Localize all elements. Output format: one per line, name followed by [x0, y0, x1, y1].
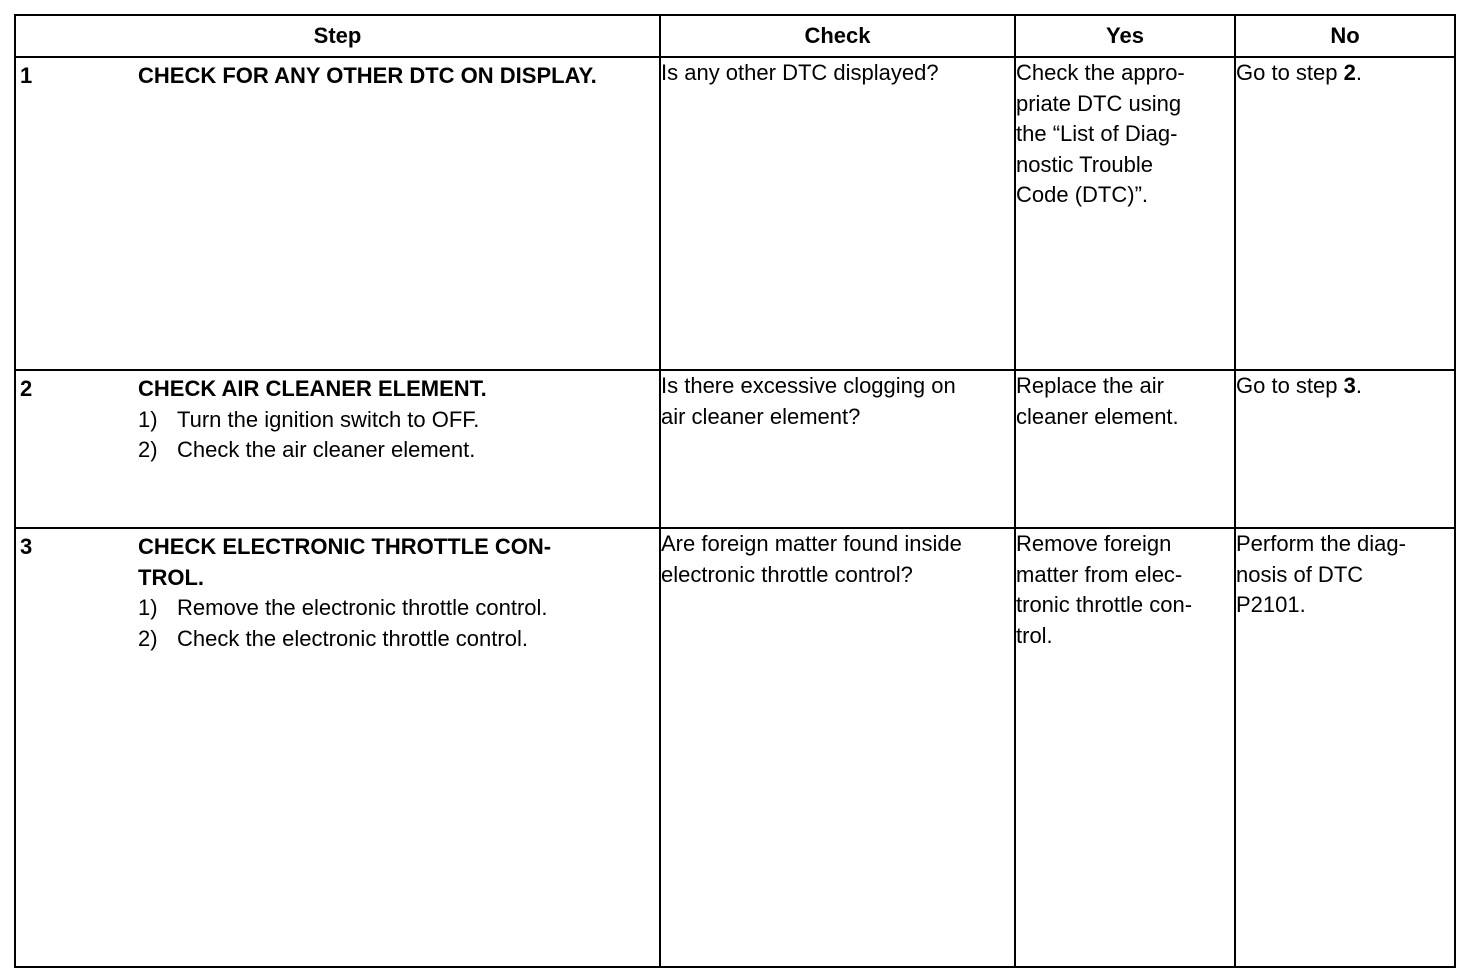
yes-line: tronic throttle con- [1016, 592, 1193, 617]
step-title-continued: TROL. [138, 564, 204, 590]
substep-number: 2) [138, 437, 158, 462]
no-cell [1235, 370, 1455, 528]
check-cell: Is any other DTC displayed? [660, 57, 1015, 370]
no-suffix: . [1355, 373, 1362, 398]
step-cell [15, 370, 660, 528]
header-no: No [1235, 15, 1455, 57]
no-line: nosis of DTC [1236, 561, 1364, 587]
check-cell [660, 370, 1015, 528]
header-yes: Yes [1015, 15, 1235, 57]
substep-number: 1) [138, 595, 158, 620]
no-suffix: . [1355, 60, 1362, 85]
check-line: Is there excessive clogging on [661, 373, 956, 398]
no-prefix: Go to step [1236, 60, 1344, 85]
substep-text: Check the electronic throttle control. [177, 625, 528, 651]
check-line: electronic throttle control? [661, 561, 913, 587]
substep-text: Check the air cleaner element. [177, 437, 476, 462]
no-prefix: Go to step [1236, 373, 1344, 398]
check-line: air cleaner element? [661, 403, 861, 429]
step-title: CHECK AIR CLEANER ELEMENT. [138, 376, 487, 401]
yes-line: cleaner element. [1016, 403, 1179, 429]
yes-line: Code (DTC)”. [1016, 182, 1149, 207]
no-cell [1235, 528, 1455, 967]
step-number: 1 [20, 63, 33, 88]
table-row [15, 370, 1455, 528]
step-title: CHECK ELECTRONIC THROTTLE CON- [138, 534, 552, 559]
substep-text: Remove the electronic throttle control. [177, 595, 548, 620]
no-step-link: 3 [1343, 373, 1356, 398]
no-step-link: 2 [1343, 60, 1356, 85]
yes-line: Check the appro- [1016, 60, 1185, 85]
header-check: Check [660, 15, 1015, 57]
substep [138, 624, 655, 655]
yes-line: matter from elec- [1016, 561, 1183, 587]
step-number: 2 [20, 376, 33, 401]
substep [138, 435, 655, 466]
check-cell [660, 528, 1015, 967]
no-cell [1235, 57, 1455, 370]
table-row [15, 57, 1455, 370]
table-row [15, 528, 1455, 967]
yes-cell [1015, 528, 1235, 967]
yes-line: Replace the air [1016, 373, 1164, 398]
substep [138, 405, 655, 436]
step-title: CHECK FOR ANY OTHER DTC ON DISPLAY. [138, 63, 597, 88]
check-line: Are foreign matter found inside [661, 531, 962, 556]
step-number: 3 [20, 534, 33, 559]
substep [138, 593, 655, 624]
substep-text: Turn the ignition switch to OFF. [177, 406, 480, 432]
yes-cell [1015, 57, 1235, 370]
yes-line: priate DTC using [1016, 90, 1182, 116]
step-cell [15, 57, 660, 370]
yes-line: Remove foreign [1016, 531, 1172, 556]
substep-number: 2) [138, 625, 158, 651]
yes-line: nostic Trouble [1016, 151, 1153, 177]
header-step: Step [15, 15, 660, 57]
yes-line: the “List of Diag- [1016, 121, 1178, 146]
yes-line: trol. [1016, 622, 1053, 648]
header-row [15, 15, 1455, 57]
step-cell [15, 528, 660, 967]
substep-number: 1) [138, 406, 158, 432]
yes-cell [1015, 370, 1235, 528]
no-line: P2101. [1236, 592, 1306, 617]
no-line: Perform the diag- [1236, 531, 1406, 556]
diagnostic-table [14, 14, 1456, 968]
